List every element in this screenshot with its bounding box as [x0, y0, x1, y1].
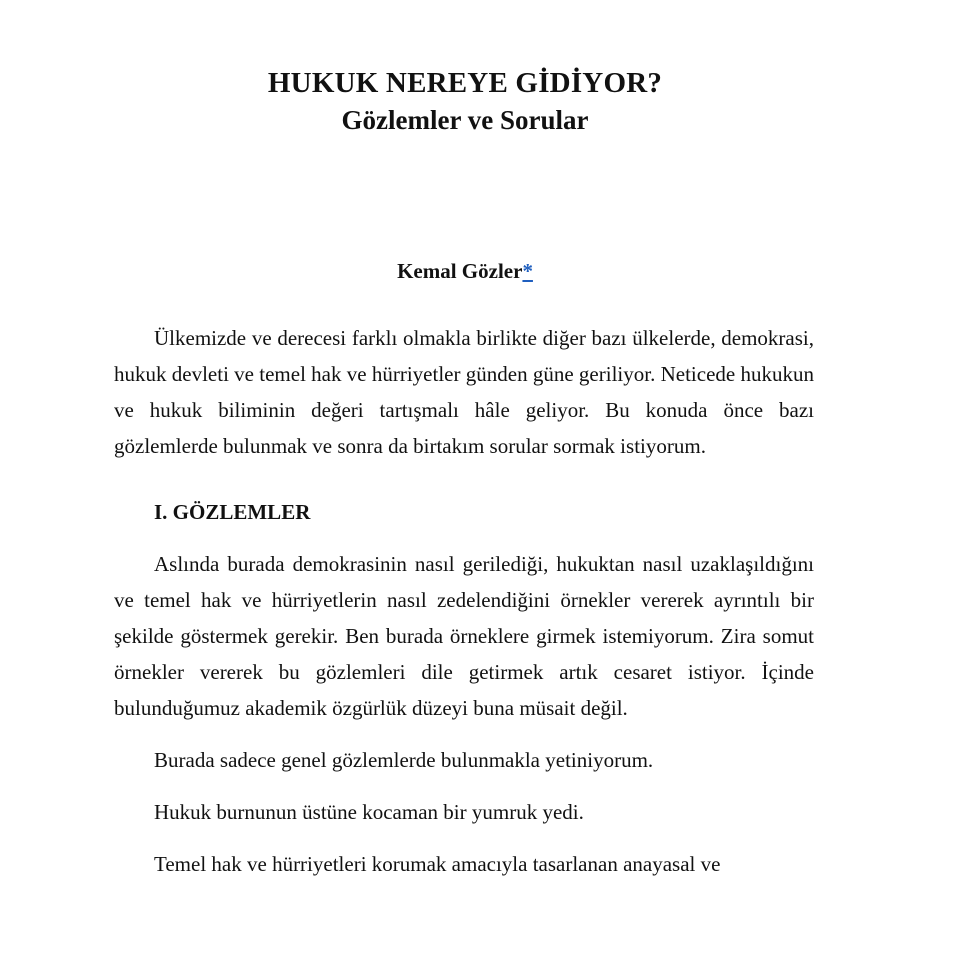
document-subtitle: Gözlemler ve Sorular — [341, 105, 589, 135]
title-block — [0, 64, 930, 138]
body-text — [114, 320, 814, 882]
paragraph-general-observations: Burada sadece genel gözlemlerde bulunmakla yetiniyorum. — [154, 748, 654, 772]
section-heading: I. GÖZLEMLER — [154, 500, 311, 524]
intro-paragraph: Ülkemizde ve derecesi farklı olmakla birlikte diğer bazı ülkelerde, demokrasi, hukuk devleti ve temel hak ve hürriyetler günden güne geriliyor. Neticede hukukun ve hukuk biliminin değeri tartışmalı hâle geliyor. Bu konuda önce bazı gözlemlerde bulunmak ve sonra da birtakım sorular sormak istiyorum. — [114, 326, 814, 458]
paragraph-examples: Aslında burada demokrasinin nasıl gerilediği, hukuktan nasıl uzaklaşıldığını ve temel hak ve hürriyetlerin nasıl zedelendiğini örnekler vererek ayrıntılı bir şekilde göstermek gerekir. Ben burada örneklere girmek istemiyorum. Zira somut örnekler vererek bu gözlemleri dile getirmek artık cesaret istiyor. İçinde bulunduğumuz akademik özgürlük düzeyi buna müsait değil. — [114, 552, 814, 720]
paragraph-constitutional: Temel hak ve hürriyetleri korumak amacıyla tasarlanan anayasal ve — [154, 852, 721, 876]
author-name: Kemal Gözler — [397, 259, 523, 283]
author-line — [0, 256, 930, 286]
paragraph-punch: Hukuk burnunun üstüne kocaman bir yumruk yedi. — [154, 800, 584, 824]
footnote-link[interactable]: * — [522, 259, 533, 283]
document-title: HUKUK NEREYE GİDİYOR? — [267, 67, 663, 99]
